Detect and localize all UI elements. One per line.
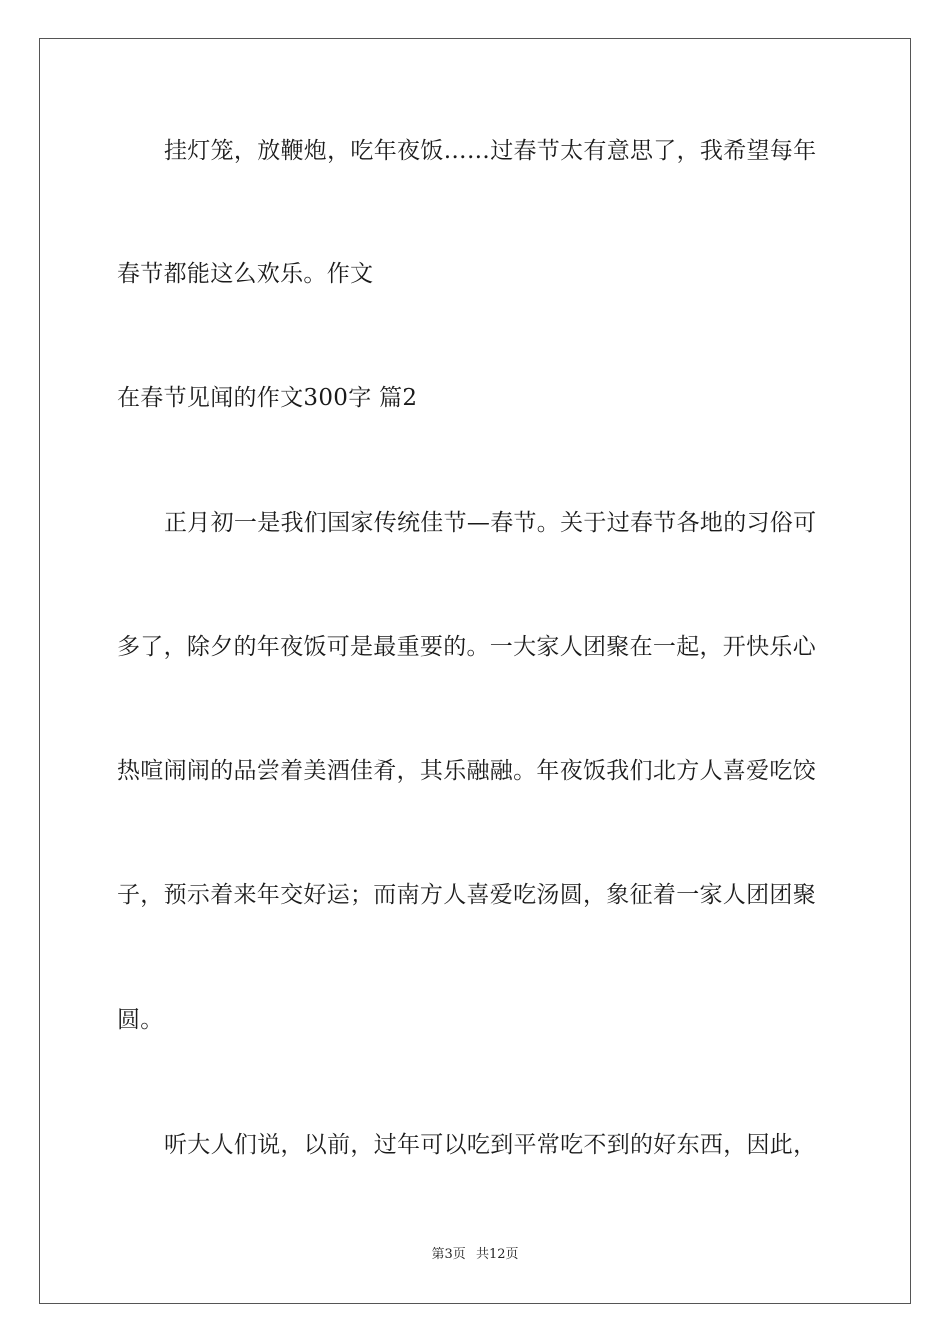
page-total: 共12页 <box>475 1247 519 1262</box>
paragraph-line: 春节都能这么欢乐。作文 <box>117 261 374 287</box>
paragraph-line: 正月初一是我们国家传统佳节—春节。关于过春节各地的习俗可 <box>164 510 817 536</box>
paragraph-line: 圆。 <box>117 1007 164 1033</box>
paragraph-line: 挂灯笼，放鞭炮，吃年夜饭……过春节太有意思了，我希望每年 <box>164 138 817 164</box>
page-number: 第3页 <box>431 1247 466 1262</box>
page-border <box>39 38 911 1304</box>
paragraph-line: 热喧闹闹的品尝着美酒佳肴，其乐融融。年夜饭我们北方人喜爱吃饺 <box>117 758 816 784</box>
paragraph-line: 听大人们说，以前，过年可以吃到平常吃不到的好东西，因此， <box>164 1132 817 1158</box>
paragraph-line: 多了，除夕的年夜饭可是最重要的。一大家人团聚在一起，开快乐心 <box>117 634 816 660</box>
paragraph-line: 子，预示着来年交好运；而南方人喜爱吃汤圆，象征着一家人团团聚 <box>117 882 816 908</box>
section-heading: 在春节见闻的作文300字 篇2 <box>117 385 418 411</box>
page-footer <box>0 1246 950 1264</box>
